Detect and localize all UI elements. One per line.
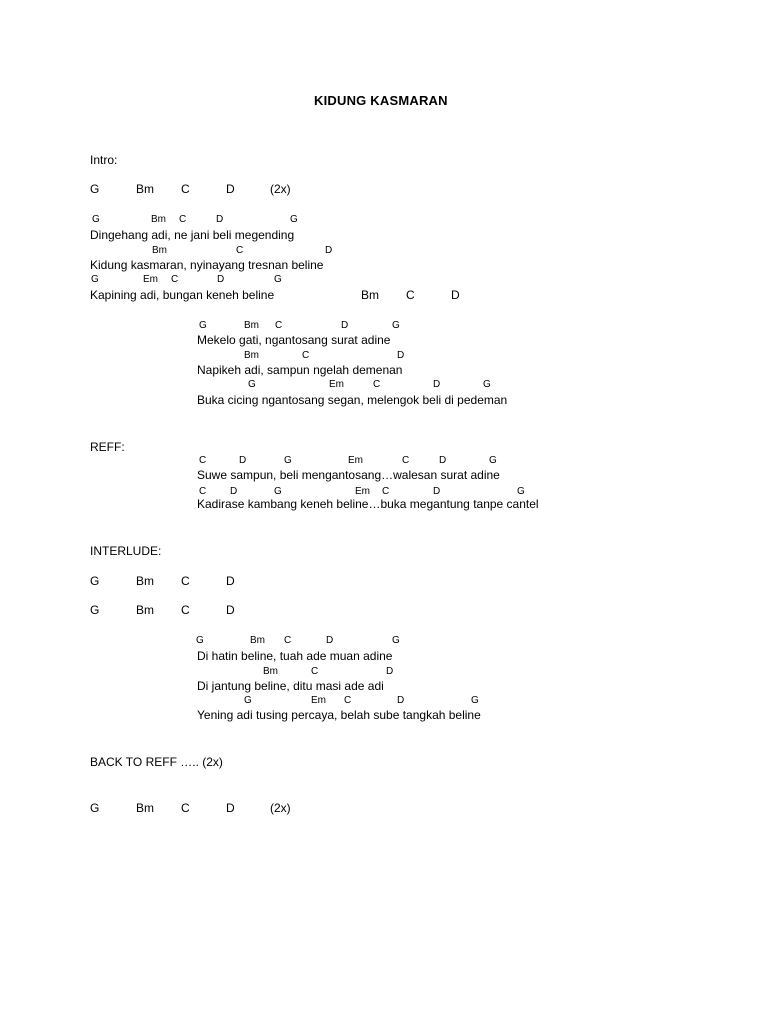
chord: Bm: [151, 214, 166, 225]
chord: Bm: [244, 350, 259, 361]
chord: C: [199, 486, 207, 497]
chord: C: [373, 379, 381, 390]
chord: C: [402, 455, 410, 466]
intro-chord: G: [90, 182, 100, 196]
back-to-reff: BACK TO REFF ….. (2x): [90, 755, 223, 769]
interlude-chord: Bm: [136, 574, 154, 588]
lyric-line: Kadirase kambang keneh beline…buka megantung tanpe cantel: [197, 497, 539, 511]
outro-chord: Bm: [136, 801, 154, 815]
chord: Em: [311, 695, 326, 706]
chord: D: [451, 288, 460, 302]
outro-chord: D: [226, 801, 235, 815]
chord: D: [397, 695, 405, 706]
chord: D: [341, 320, 349, 331]
outro-chord: C: [181, 801, 190, 815]
lyric-line: Di hatin beline, tuah ade muan adine: [197, 649, 393, 663]
chord: Bm: [152, 245, 167, 256]
chord: C: [179, 214, 187, 225]
chord: G: [392, 635, 400, 646]
interlude-chord: D: [226, 603, 235, 617]
interlude-chord: G: [90, 603, 100, 617]
chord: D: [397, 350, 405, 361]
lyric-line: Di jantung beline, ditu masi ade adi: [197, 679, 384, 693]
interlude-chord: C: [181, 603, 190, 617]
chord: G: [274, 486, 282, 497]
chord: G: [244, 695, 252, 706]
chord: Bm: [361, 288, 379, 302]
lyric-line: Mekelo gati, ngantosang surat adine: [197, 333, 391, 347]
intro-chord: Bm: [136, 182, 154, 196]
chord: C: [344, 695, 352, 706]
chord: Em: [348, 455, 363, 466]
chord: C: [284, 635, 292, 646]
chord: Bm: [250, 635, 265, 646]
chord: C: [311, 666, 319, 677]
chord: D: [325, 245, 333, 256]
chord: Em: [143, 274, 158, 285]
chord: G: [196, 635, 204, 646]
lyric-line: Napikeh adi, sampun ngelah demenan: [197, 363, 403, 377]
chord: C: [302, 350, 310, 361]
chord: D: [216, 214, 224, 225]
lyric-line: Suwe sampun, beli mengantosang…walesan surat adine: [197, 468, 500, 482]
chord: C: [199, 455, 207, 466]
chord: C: [236, 245, 244, 256]
chord: C: [382, 486, 390, 497]
interlude-chord: C: [181, 574, 190, 588]
intro-label: Intro:: [90, 153, 118, 167]
chord: D: [239, 455, 247, 466]
chord: D: [217, 274, 225, 285]
intro-chord: C: [181, 182, 190, 196]
chord: G: [248, 379, 256, 390]
chord: G: [489, 455, 497, 466]
chord: G: [290, 214, 298, 225]
interlude-chord: G: [90, 574, 100, 588]
chord: Em: [355, 486, 370, 497]
lyric-line: Kapining adi, bungan keneh beline: [90, 288, 275, 302]
chord: G: [199, 320, 207, 331]
interlude-chord: D: [226, 574, 235, 588]
lyric-line: Dingehang adi, ne jani beli megending: [90, 228, 295, 242]
chord: Bm: [263, 666, 278, 677]
chord: G: [483, 379, 491, 390]
interlude-chord: Bm: [136, 603, 154, 617]
chord: C: [275, 320, 283, 331]
chord: D: [433, 486, 441, 497]
chord: D: [433, 379, 441, 390]
lyric-line: Yening adi tusing percaya, belah sube tangkah beline: [197, 708, 481, 722]
lyric-line: Buka cicing ngantosang segan, melengok beli di pedeman: [197, 393, 508, 407]
chord: D: [386, 666, 394, 677]
chord: D: [439, 455, 447, 466]
chord: Em: [329, 379, 344, 390]
outro-chord: G: [90, 801, 100, 815]
lyric-line: Kidung kasmaran, nyinayang tresnan beline: [90, 258, 324, 272]
chord: G: [284, 455, 292, 466]
chord: D: [230, 486, 238, 497]
chord: C: [406, 288, 415, 302]
reff-label: REFF:: [90, 440, 125, 454]
chord: G: [392, 320, 400, 331]
chord: Bm: [244, 320, 259, 331]
chord: D: [326, 635, 334, 646]
chord: G: [91, 274, 99, 285]
outro-repeat: (2x): [270, 801, 291, 815]
chord: G: [274, 274, 282, 285]
song-title: KIDUNG KASMARAN: [314, 93, 448, 108]
interlude-label: INTERLUDE:: [90, 544, 162, 558]
chord: G: [92, 214, 100, 225]
chord: C: [171, 274, 179, 285]
chord: G: [517, 486, 525, 497]
chord: G: [471, 695, 479, 706]
intro-chord: D: [226, 182, 235, 196]
intro-repeat: (2x): [270, 182, 291, 196]
